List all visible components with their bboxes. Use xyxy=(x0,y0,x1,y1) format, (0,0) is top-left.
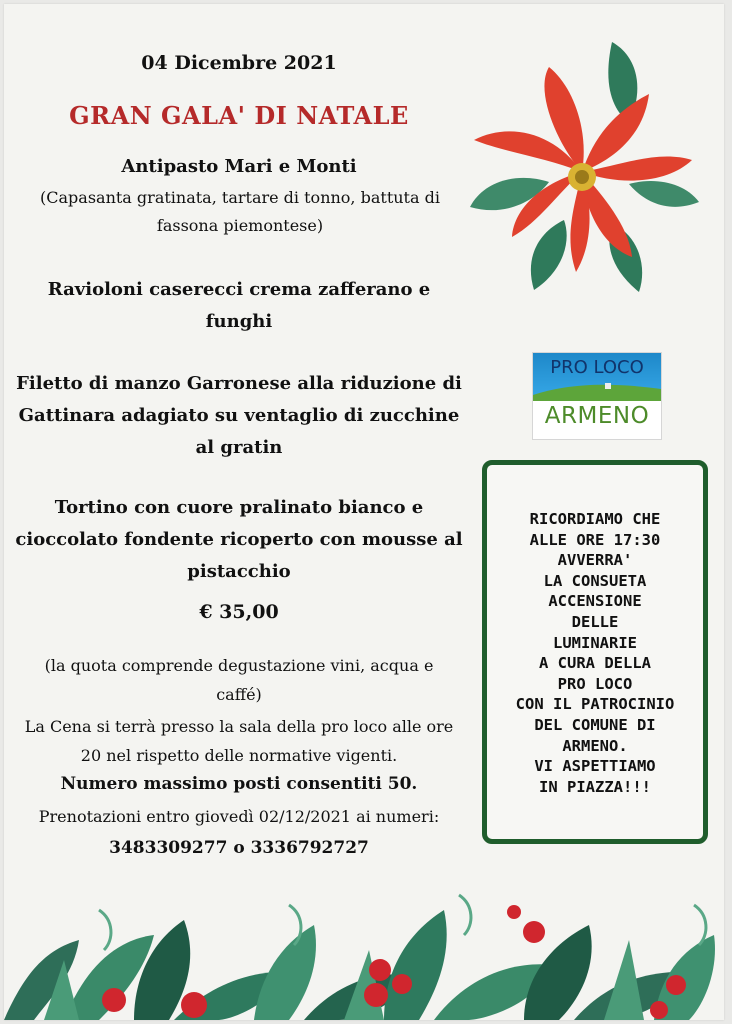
phone-numbers: 3483309277 o 3336792727 xyxy=(109,838,369,858)
poinsettia-center xyxy=(568,163,596,191)
price: € 35,00 xyxy=(199,601,279,623)
logo-hill-icon xyxy=(533,379,661,401)
course-dolce-line: pistacchio xyxy=(187,561,291,582)
event-date: 04 Dicembre 2021 xyxy=(141,52,337,74)
course-antipasto-description xyxy=(10,184,470,240)
price-includes-line: caffé) xyxy=(216,685,262,704)
logo-top-text: PRO LOCO xyxy=(550,357,644,378)
course-dolce-line: cioccolato fondente ricoperto con mousse al xyxy=(15,529,463,550)
course-dolce-line: Tortino con cuore pralinato bianco e xyxy=(54,497,424,518)
foliage-stems xyxy=(99,895,706,950)
course-primo xyxy=(14,274,464,338)
dinner-location-note xyxy=(4,712,474,770)
course-secondo xyxy=(4,368,474,464)
course-secondo-line: Gattinara adagiato su ventaglio di zucchine xyxy=(18,405,460,426)
booking-note: Prenotazioni entro giovedì 02/12/2021 ai numeri: xyxy=(38,807,440,826)
notice-text: RICORDIAMO CHE ALLE ORE 17:30 AVVERRA' LA CONSUETA ACCENSIONE DELLE LUMINARIE A CURA DELLA PRO LOCO CON IL PATROCINIO DEL COMUNE DI ARMENO. VI ASPETTIAMO IN PIAZZA!!! xyxy=(515,510,675,796)
course-antipasto-title: Antipasto Mari e Monti xyxy=(121,156,357,177)
course-secondo-line: Filetto di manzo Garronese alla riduzione di xyxy=(16,373,462,394)
price-includes-line: (la quota comprende degustazione vini, acqua e xyxy=(44,656,434,675)
max-seats-note: Numero massimo posti consentiti 50. xyxy=(60,774,418,794)
pro-loco-armeno-logo xyxy=(532,352,662,440)
price-includes-note xyxy=(4,651,474,709)
dinner-location-line: La Cena si terrà presso la sala della pro loco alle ore xyxy=(24,717,454,736)
course-antipasto-desc-line: (Capasanta gratinata, tartare di tonno, battuta di xyxy=(40,188,440,207)
course-secondo-line: al gratin xyxy=(195,437,283,458)
logo-bottom-text: ARMENO xyxy=(544,403,650,429)
notice-box xyxy=(482,460,708,844)
poster xyxy=(4,4,724,1020)
event-title: GRAN GALA' DI NATALE xyxy=(69,101,409,130)
poinsettia-illustration xyxy=(464,32,704,300)
course-primo-line: Ravioloni caserecci crema zafferano e xyxy=(47,279,431,300)
holly-foliage-border xyxy=(4,880,724,1020)
course-primo-line: funghi xyxy=(205,311,273,332)
dinner-location-line: 20 nel rispetto delle normative vigenti. xyxy=(80,746,398,765)
course-antipasto-desc-line: fassona piemontese) xyxy=(156,216,324,235)
course-dolce xyxy=(4,492,474,588)
